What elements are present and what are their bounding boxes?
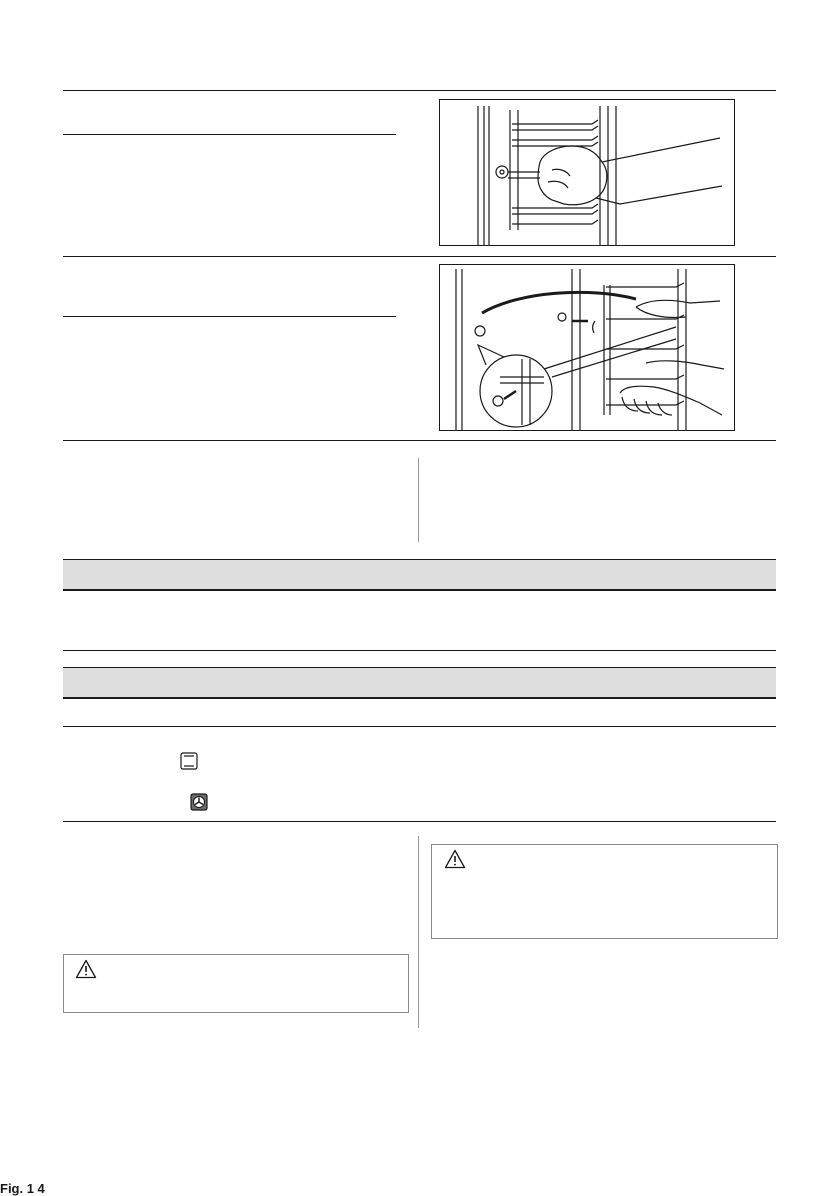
- warning-box-right: [431, 844, 778, 939]
- shelf-support-removal-illustration: [439, 99, 735, 246]
- heading-band-2: [63, 667, 776, 699]
- shelf-support-install-illustration: [439, 264, 735, 431]
- warning-triangle-icon: [444, 849, 466, 869]
- column-divider-2: [418, 836, 419, 1028]
- oven-fan-icon: [190, 793, 208, 811]
- table-rule-1: [63, 726, 776, 727]
- warning-box-left: [63, 954, 409, 1013]
- column-divider-1: [418, 458, 419, 542]
- section-rule-4: [63, 650, 776, 651]
- removal-drawing: [440, 100, 734, 245]
- footer-caption: Fig. 1 4: [0, 1181, 45, 1196]
- text-column-rule-2: [63, 316, 396, 317]
- oven-top-bottom-heat-icon: [180, 752, 198, 770]
- section-rule-3: [63, 440, 776, 441]
- section-rule-2: [63, 256, 776, 257]
- table-rule-2: [63, 821, 776, 822]
- section-rule-top: [63, 90, 776, 91]
- heading-band-1: [63, 559, 776, 591]
- install-drawing: [440, 265, 734, 430]
- text-column-rule-1: [63, 134, 396, 135]
- warning-triangle-icon: [75, 959, 97, 979]
